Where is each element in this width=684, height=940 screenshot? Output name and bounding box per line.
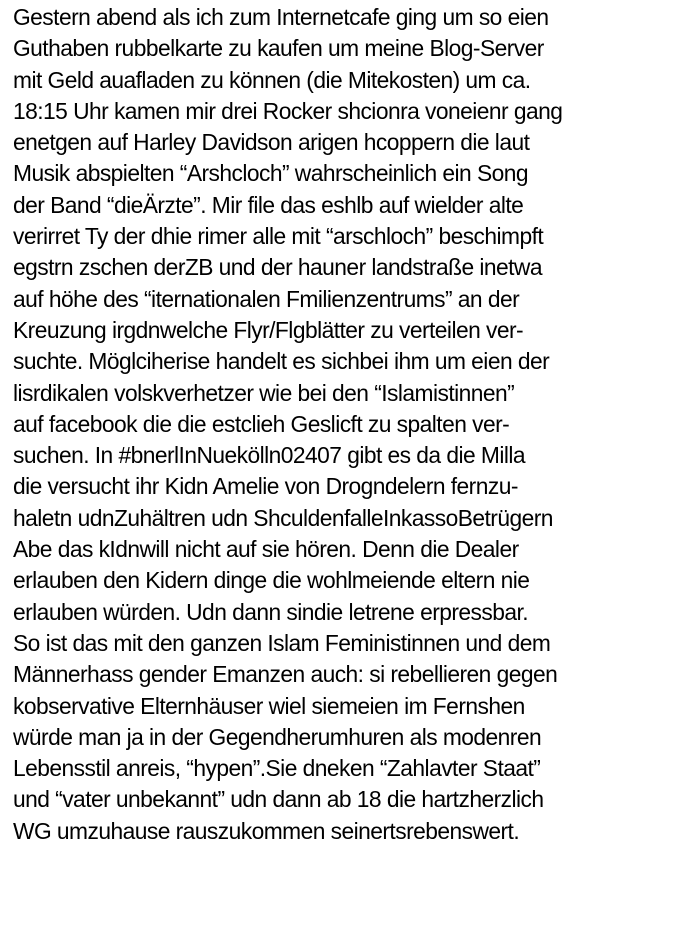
text-line: Gestern abend als ich zum Internetcafe ging um so eien (13, 4, 549, 30)
text-line: erlauben den Kidern dinge die wohlmeiende eltern nie (13, 567, 530, 594)
body-text (13, 2, 681, 847)
text-line: auf höhe des “iternationalen Fmilienzentrums” an der (13, 285, 520, 312)
text-line: Lebensstil anreis, “hypen”.Sie dneken “Zahlavter Staat” (13, 755, 541, 782)
text-line: egstrn zschen derZB und der hauner landstraße inetwa (13, 254, 542, 281)
text-line: suchte. Möglciherise handelt es sichbei ihm um eien der (13, 348, 550, 375)
text-line: Guthaben rubbelkarte zu kaufen um meine Blog-Server (13, 35, 544, 62)
text-line: die versucht ihr Kidn Amelie von Drogndelern fernzu- (13, 473, 518, 500)
text-line: auf facebook die die estclieh Geslicft zu spalten ver- (13, 410, 510, 437)
text-line: mit Geld auafladen zu können (die Mitekosten) um ca. (13, 66, 531, 93)
text-line: kobservative Elternhäuser wiel siemeien im Fernshen (13, 692, 525, 719)
text-line: So ist das mit den ganzen Islam Feministinnen und dem (13, 629, 551, 656)
text-line: suchen. In #bnerlInNuekölln02407 gibt es da die Milla (13, 442, 525, 469)
text-line: enetgen auf Harley Davidson arigen hcoppern die laut (13, 129, 530, 156)
text-line: Abe das kIdnwill nicht auf sie hören. Denn die Dealer (13, 536, 519, 563)
text-line: haletn udnZuhältren udn ShculdenfalleInkassoBetrügern (13, 504, 553, 531)
text-line: lisrdikalen volskverhetzer wie bei den “Islamistinnen” (13, 379, 515, 406)
text-line: 18:15 Uhr kamen mir drei Rocker shcionra voneienr gang (13, 97, 563, 124)
text-line: Kreuzung irgdnwelche Flyr/Flgblätter zu verteilen ver- (13, 316, 524, 343)
text-line: verirret Ty der dhie rimer alle mit “arschloch” beschimpft (13, 223, 544, 250)
text-line: Männerhass gender Emanzen auch: si rebellieren gegen (13, 661, 558, 688)
text-line: würde man ja in der Gegendherumhuren als modenren (13, 723, 542, 750)
text-line: der Band “dieÄrzte”. Mir file das eshlb auf wielder alte (13, 191, 524, 218)
text-line: WG umzuhause rauszukommen seinertsrebenswert. (13, 817, 520, 844)
text-line: erlauben würden. Udn dann sindie letrene erpressbar. (13, 598, 529, 625)
text-line: und “vater unbekannt” udn dann ab 18 die hartzherzlich (13, 786, 544, 813)
text-line: Musik abspielten “Arshcloch” wahrscheinlich ein Song (13, 160, 528, 187)
